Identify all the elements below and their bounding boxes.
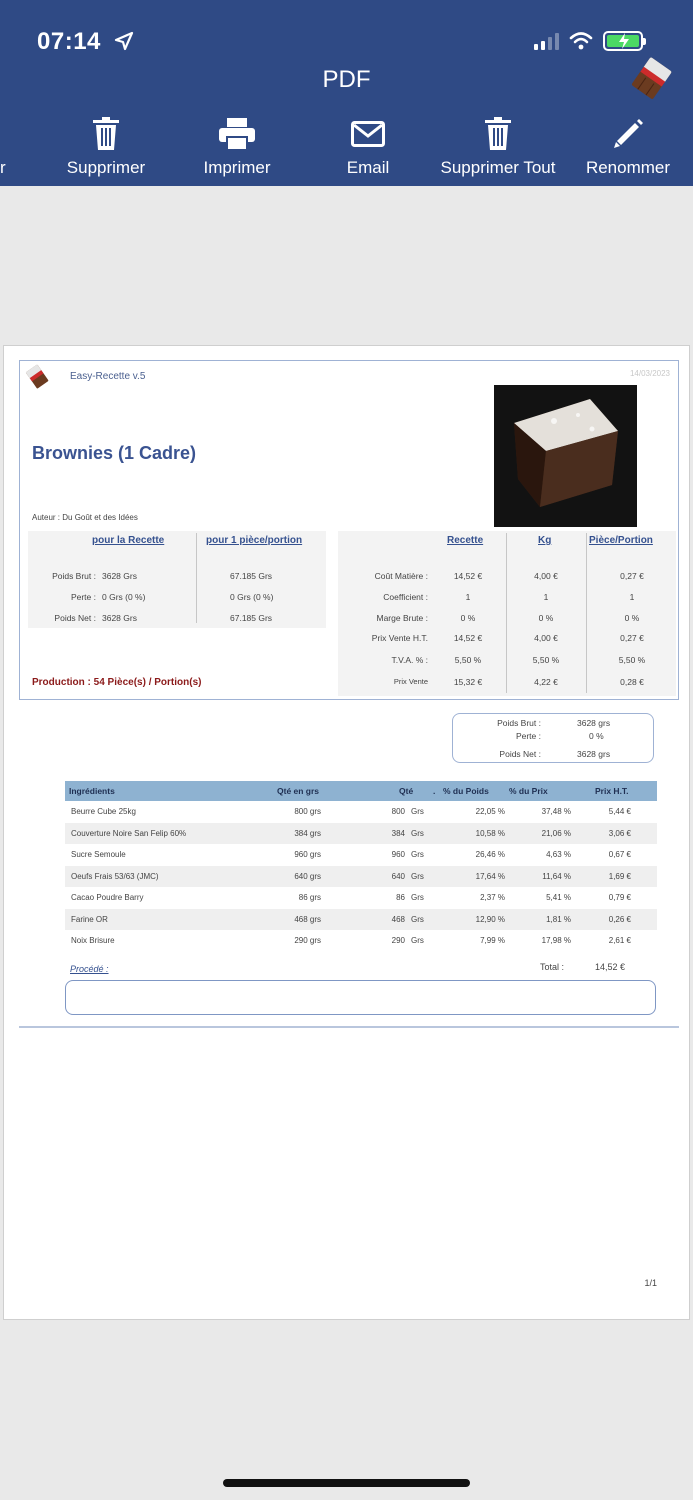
- row-label: Poids Brut :: [52, 571, 96, 581]
- delete-button-label: Supprimer: [66, 158, 146, 177]
- col-header-portion: pour 1 pièce/portion: [206, 535, 303, 546]
- table-row: [65, 866, 657, 888]
- col-header-recipe: pour la Recette: [92, 535, 165, 546]
- cell-qte: 960: [391, 850, 405, 859]
- cell-name: Cacao Poudre Barry: [71, 893, 144, 902]
- cell-pct-prix: 21,06 %: [541, 828, 571, 838]
- th-pct-prix: % du Prix: [509, 786, 548, 796]
- delete-all-button[interactable]: [433, 116, 563, 178]
- nav-title: PDF: [322, 66, 371, 93]
- cell-unit: Grs: [411, 871, 424, 881]
- col-header-portion: Pièce/Portion: [589, 535, 653, 546]
- cell-qte-grs: 86 grs: [298, 893, 321, 902]
- rename-button-label: Renommer: [585, 158, 671, 177]
- cell-qte: 800: [391, 807, 405, 816]
- home-indicator[interactable]: [223, 1479, 470, 1487]
- row-value: 1: [465, 592, 471, 602]
- summary-value: 3628 grs: [577, 718, 611, 728]
- cell-name: Noix Brisure: [71, 936, 115, 945]
- toolbar: [0, 116, 693, 180]
- row-value: 0 Grs (0 %): [230, 592, 274, 602]
- th-dot: .: [433, 786, 436, 796]
- row-label: T.V.A. % :: [391, 655, 428, 665]
- th-qte: Qté: [399, 786, 414, 796]
- cell-prix: 5,44 €: [608, 807, 631, 816]
- cell-pct-poids: 17,64 %: [475, 871, 505, 881]
- production-count: Production : 54 Pièce(s) / Portion(s): [32, 677, 202, 688]
- row-label: Coût Matière :: [374, 571, 428, 581]
- app-version: Easy-Recette v.5: [70, 371, 146, 382]
- cell-qte: 468: [391, 914, 405, 924]
- table-row: [65, 909, 657, 931]
- cell-qte: 290: [391, 936, 405, 945]
- cell-pct-prix: 17,98 %: [541, 936, 571, 945]
- email-button[interactable]: [303, 116, 433, 178]
- row-value: 3628 Grs: [102, 571, 137, 581]
- total-value: 14,52 €: [595, 962, 626, 972]
- weight-summary-box: [452, 713, 654, 763]
- cell-pct-prix: 4,63 %: [546, 850, 571, 859]
- table-row: [65, 823, 657, 845]
- status-icons: [534, 31, 643, 51]
- row-value: 4,22 €: [534, 677, 558, 687]
- col-header-recipe: Recette: [447, 535, 484, 546]
- total-label: Total :: [540, 962, 565, 972]
- row-label: Perte :: [70, 592, 96, 602]
- cell-qte-grs: 640 grs: [294, 871, 321, 881]
- cell-qte-grs: 290 grs: [294, 936, 321, 945]
- envelope-icon: [351, 121, 385, 147]
- cell-name: Oeufs Frais 53/63 (JMC): [71, 871, 159, 881]
- row-value: 0,28 €: [620, 677, 644, 687]
- recipe-frame: [19, 360, 679, 700]
- procede-box: [65, 980, 656, 1015]
- cell-qte: 86: [396, 893, 405, 902]
- cell-qte-grs: 960 grs: [294, 850, 321, 859]
- summary-label: Perte :: [515, 731, 541, 741]
- th-prix-ht: Prix H.T.: [595, 786, 629, 796]
- row-value: 4,00 €: [534, 633, 558, 643]
- summary-label: Poids Brut :: [497, 718, 541, 728]
- cell-pct-prix: 5,41 %: [546, 893, 571, 902]
- print-button[interactable]: [172, 116, 302, 178]
- row-value: 0,27 €: [620, 633, 644, 643]
- cell-unit: Grs: [411, 936, 424, 945]
- row-value: 3628 Grs: [102, 613, 137, 623]
- app-header: [0, 0, 693, 186]
- cell-pct-prix: 11,64 %: [542, 871, 571, 881]
- cell-pct-poids: 26,46 %: [475, 850, 505, 859]
- table-body: [65, 801, 657, 952]
- battery-icon: [603, 31, 643, 51]
- summary-value: 3628 grs: [577, 749, 611, 759]
- cell-unit: Grs: [411, 893, 424, 902]
- cell-name: Beurre Cube 25kg: [71, 807, 136, 816]
- row-value: 1: [629, 592, 635, 602]
- app-logo-icon: [24, 363, 52, 394]
- cell-prix: 0,26 €: [608, 914, 631, 924]
- cell-prix: 1,69 €: [608, 871, 631, 881]
- toolbar-cut-label[interactable]: r: [0, 158, 6, 177]
- pdf-page: [3, 345, 690, 1320]
- row-label: Marge Brute :: [376, 613, 428, 623]
- row-value: 5,50 %: [454, 655, 482, 665]
- document-date: 14/03/2023: [629, 369, 670, 378]
- th-pct-poids: % du Poids: [443, 786, 489, 796]
- col-header-kg: Kg: [538, 535, 552, 546]
- weight-panel: [28, 531, 326, 628]
- row-value: 0 %: [624, 613, 640, 623]
- pencil-icon: [611, 117, 645, 151]
- cell-pct-prix: 37,48 %: [541, 807, 571, 816]
- cell-prix: 0,79 €: [608, 893, 631, 902]
- printer-icon: [219, 118, 255, 150]
- cellular-signal-icon: [534, 32, 559, 50]
- cell-prix: 2,61 €: [608, 936, 631, 945]
- cell-qte: 640: [391, 871, 405, 881]
- cell-qte-grs: 384 grs: [294, 828, 321, 838]
- recipe-author: Auteur : Du Goût et des Idées: [32, 513, 138, 522]
- row-value: 4,00 €: [534, 571, 558, 581]
- delete-button[interactable]: [41, 116, 171, 178]
- row-value: 15,32 €: [453, 677, 483, 687]
- row-value: 14,52 €: [453, 633, 483, 643]
- email-button-label: Email: [346, 158, 390, 177]
- table-row: [65, 801, 657, 823]
- table-header: [65, 781, 657, 801]
- cell-pct-poids: 22,05 %: [475, 807, 505, 816]
- cell-prix: 3,06 €: [608, 828, 631, 838]
- row-value: 0 Grs (0 %): [102, 592, 146, 602]
- ingredients-table: [65, 781, 657, 952]
- cell-qte-grs: 800 grs: [294, 807, 321, 816]
- page-number: 1/1: [644, 1278, 657, 1288]
- cell-pct-poids: 10,58 %: [475, 828, 505, 838]
- table-row: [65, 887, 657, 909]
- cell-unit: Grs: [411, 807, 424, 816]
- row-label: Prix Vente H.T.: [371, 633, 428, 643]
- cell-name: Farine OR: [71, 914, 108, 924]
- cell-prix: 0,67 €: [608, 850, 631, 859]
- cell-unit: Grs: [411, 828, 424, 838]
- row-value: 5,50 %: [532, 655, 560, 665]
- location-arrow-icon: [114, 31, 134, 56]
- print-button-label: Imprimer: [203, 158, 271, 177]
- row-value: 14,52 €: [453, 571, 483, 581]
- row-value: 1: [543, 592, 549, 602]
- row-label: Poids Net :: [54, 613, 96, 623]
- cell-pct-poids: 2,37 %: [480, 893, 505, 902]
- wifi-icon: [569, 32, 593, 50]
- cell-pct-prix: 1,81 %: [546, 914, 571, 924]
- trash-icon: [92, 117, 120, 151]
- th-qte-grs: Qté en grs: [277, 786, 320, 796]
- recipe-title: Brownies (1 Cadre): [32, 443, 197, 463]
- row-label: Coefficient :: [383, 592, 428, 602]
- cell-qte: 384: [391, 828, 405, 838]
- page-divider: [19, 1026, 679, 1028]
- cell-pct-poids: 7,99 %: [480, 936, 505, 945]
- trash-icon: [484, 117, 512, 151]
- row-value: 67.185 Grs: [230, 613, 273, 623]
- recipe-photo: [494, 385, 637, 527]
- row-value: 0 %: [538, 613, 554, 623]
- procede-link[interactable]: Procédé :: [70, 964, 109, 974]
- table-row: [65, 930, 657, 952]
- table-row: [65, 844, 657, 866]
- cell-qte-grs: 468 grs: [294, 914, 321, 924]
- cell-pct-poids: 12,90 %: [475, 914, 505, 924]
- row-value: 0 %: [460, 613, 476, 623]
- row-value: 5,50 %: [618, 655, 646, 665]
- summary-value: 0 %: [589, 731, 604, 741]
- cell-unit: Grs: [411, 850, 424, 859]
- summary-label: Poids Net :: [499, 749, 541, 759]
- delete-all-button-label: Supprimer Tout: [440, 158, 556, 177]
- row-value: 67.185 Grs: [230, 571, 273, 581]
- th-ingredients: Ingrédients: [69, 786, 115, 796]
- rename-button[interactable]: [563, 116, 693, 178]
- cell-name: Sucre Semoule: [71, 850, 126, 859]
- cost-panel: [338, 531, 676, 696]
- status-time: 07:14: [37, 28, 101, 55]
- row-label: Prix Vente: [393, 677, 428, 686]
- cell-unit: Grs: [411, 914, 424, 924]
- cell-name: Couverture Noire San Felip 60%: [71, 828, 187, 838]
- row-value: 0,27 €: [620, 571, 644, 581]
